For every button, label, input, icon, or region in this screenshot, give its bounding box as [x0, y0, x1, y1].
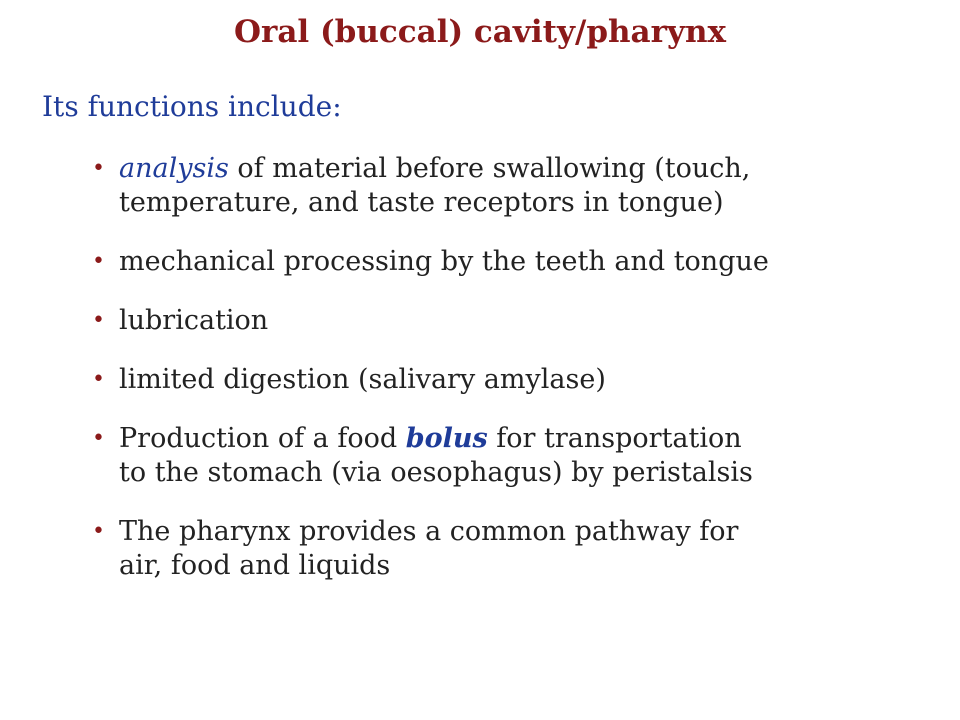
bullet-text-continued: temperature, and taste receptors in tongue) — [119, 187, 724, 218]
bullet-list — [0, 152, 960, 608]
bullet-text: mechanical processing by the teeth and tongue — [119, 246, 769, 277]
bullet-text: Production of a food — [119, 423, 406, 454]
bullet-text: for transportation — [487, 423, 742, 454]
bullet-text: of material before swallowing (touch, — [228, 153, 751, 184]
bullet-item — [0, 515, 960, 583]
emphasis-bolus: bolus — [405, 423, 488, 454]
bullet-text-continued: air, food and liquids — [119, 550, 391, 581]
bullet-text: The pharynx provides a common pathway for — [119, 516, 739, 547]
bullet-icon: • — [92, 249, 105, 274]
bullet-item — [0, 304, 960, 338]
slide-title: Oral (buccal) cavity/pharynx — [233, 14, 727, 50]
bullet-text-continued: to the stomach (via oesophagus) by peristalsis — [119, 457, 753, 488]
bullet-icon: • — [92, 308, 105, 333]
bullet-text: limited digestion (salivary amylase) — [119, 364, 606, 395]
bullet-icon: • — [92, 156, 105, 181]
bullet-icon: • — [92, 519, 105, 544]
bullet-icon: • — [92, 426, 105, 451]
bullet-text: lubrication — [119, 305, 269, 336]
bullet-item — [0, 363, 960, 397]
emphasis-analysis: analysis — [119, 153, 229, 184]
bullet-item — [0, 152, 960, 220]
intro-text: Its functions include: — [42, 90, 342, 123]
bullet-item — [0, 245, 960, 279]
bullet-item — [0, 422, 960, 490]
bullet-icon: • — [92, 367, 105, 392]
